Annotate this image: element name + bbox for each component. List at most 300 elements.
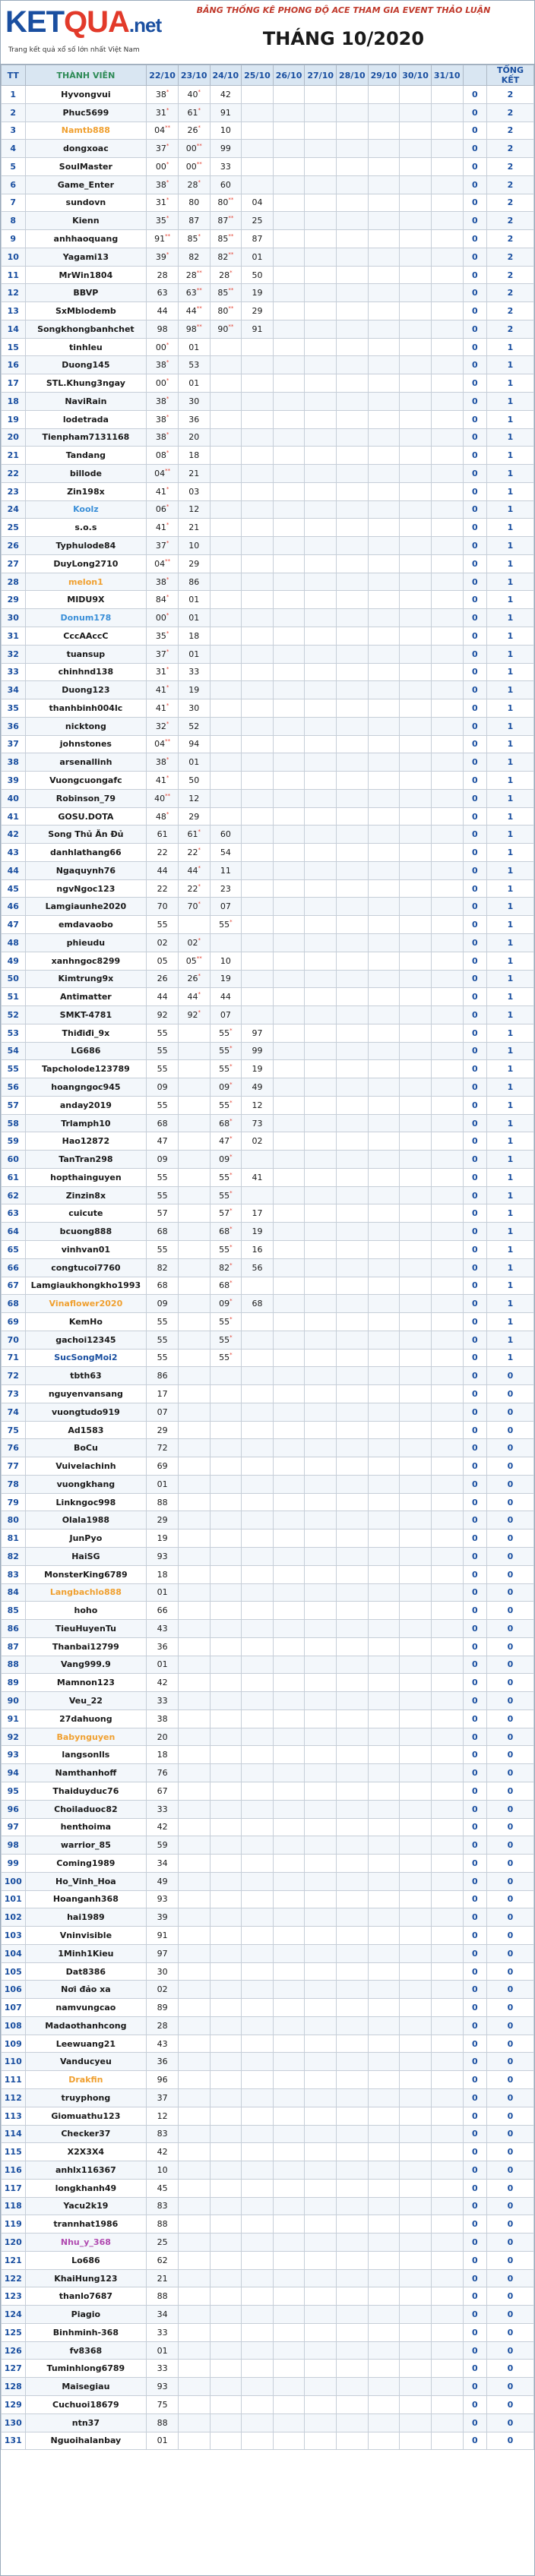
day-cell — [337, 1674, 369, 1692]
total-hits: 0 — [487, 1475, 534, 1493]
member-name[interactable]: Zinzin8x — [25, 1186, 147, 1204]
day-cell — [368, 1223, 400, 1241]
member-name[interactable]: Vinaflower2020 — [25, 1295, 147, 1313]
member-name[interactable]: MrWin1804 — [25, 266, 147, 284]
day-cell — [368, 1927, 400, 1945]
day-cell — [431, 1385, 463, 1403]
table-row — [2, 591, 534, 609]
day-cell — [305, 1800, 337, 1818]
day-cell — [400, 1367, 432, 1385]
day-cell — [368, 2360, 400, 2378]
member-name[interactable]: anday2019 — [25, 1096, 147, 1114]
member-name[interactable]: langsonlls — [25, 1746, 147, 1764]
member-name[interactable]: Yagami13 — [25, 248, 147, 266]
day-cell — [242, 1565, 274, 1583]
day-cell — [305, 573, 337, 591]
day-cell — [337, 393, 369, 411]
day-cell — [178, 1457, 210, 1476]
day-cell — [273, 1999, 305, 2017]
day-cell — [242, 2323, 274, 2341]
member-name[interactable]: Vuivelachinh — [25, 1457, 147, 1476]
member-name[interactable]: fv8368 — [25, 2341, 147, 2360]
member-name[interactable]: sundovn — [25, 194, 147, 212]
member-name[interactable]: Langbachlo888 — [25, 1583, 147, 1602]
miss-count: 0 — [463, 1836, 487, 1855]
member-name[interactable]: Drakfin — [25, 2071, 147, 2089]
member-name[interactable]: Hao12872 — [25, 1132, 147, 1151]
member-name[interactable]: thanlo7687 — [25, 2287, 147, 2306]
table-row — [2, 933, 534, 952]
miss-count: 0 — [463, 1493, 487, 1511]
day-cell — [400, 717, 432, 735]
day-cell — [242, 1511, 274, 1530]
table-row — [2, 609, 534, 627]
day-cell — [242, 2088, 274, 2107]
miss-count: 0 — [463, 1132, 487, 1151]
day-cell: 94 — [178, 735, 210, 753]
member-name[interactable]: SxMblodemb — [25, 302, 147, 320]
day-cell — [273, 2396, 305, 2414]
member-name[interactable]: Ngaquynh76 — [25, 861, 147, 879]
member-name[interactable]: LG686 — [25, 1042, 147, 1060]
member-name[interactable]: Piagio — [25, 2306, 147, 2324]
row-index: 14 — [2, 320, 26, 338]
hit-mark: * — [230, 1226, 233, 1233]
col-header-date: 24/10 — [210, 65, 242, 86]
member-name[interactable]: Veu_22 — [25, 1692, 147, 1710]
member-name[interactable]: hopthainguyen — [25, 1168, 147, 1186]
member-name[interactable]: dongxoac — [25, 140, 147, 158]
member-name[interactable]: s.o.s — [25, 519, 147, 537]
day-cell: 43 — [147, 1620, 179, 1638]
miss-count: 0 — [463, 1313, 487, 1331]
member-name[interactable]: johnstones — [25, 735, 147, 753]
member-name[interactable]: Coming1989 — [25, 1855, 147, 1873]
table-row — [2, 1042, 534, 1060]
day-cell — [242, 988, 274, 1006]
member-name[interactable]: Madaothanhcong — [25, 2016, 147, 2035]
row-index: 128 — [2, 2378, 26, 2396]
row-index: 37 — [2, 735, 26, 753]
miss-count: 0 — [463, 2323, 487, 2341]
member-name[interactable]: CccAAccC — [25, 627, 147, 645]
day-cell — [337, 248, 369, 266]
day-cell — [431, 1060, 463, 1078]
day-cell: 68 — [147, 1114, 179, 1132]
day-cell: 67 — [147, 1782, 179, 1800]
member-name[interactable]: trannhat1986 — [25, 2215, 147, 2233]
day-cell — [431, 2233, 463, 2252]
member-name[interactable]: Zin198x — [25, 482, 147, 500]
member-name[interactable]: MIDU9X — [25, 591, 147, 609]
cell-number: 61 — [187, 829, 198, 840]
day-cell — [178, 1475, 210, 1493]
day-cell: 55 — [147, 1313, 179, 1331]
member-name[interactable]: Songkhongbanhchet — [25, 320, 147, 338]
hit-mark: ** — [165, 738, 171, 745]
member-name[interactable]: arsenallinh — [25, 753, 147, 772]
member-name[interactable]: Tienpham7131168 — [25, 428, 147, 447]
miss-count: 0 — [463, 1944, 487, 1962]
day-cell: 01 — [242, 248, 274, 266]
miss-count: 0 — [463, 465, 487, 483]
day-cell — [273, 2341, 305, 2360]
member-name[interactable]: Antimatter — [25, 988, 147, 1006]
member-name[interactable]: NaviRain — [25, 393, 147, 411]
member-name[interactable]: Koolz — [25, 500, 147, 519]
day-cell — [178, 175, 210, 194]
member-name[interactable]: Vang999.9 — [25, 1656, 147, 1674]
day-cell — [273, 879, 305, 898]
table-row — [2, 2396, 534, 2414]
day-cell: 30 — [147, 1962, 179, 1981]
member-name[interactable]: bcuong888 — [25, 1223, 147, 1241]
member-name[interactable]: KhaiHung123 — [25, 2269, 147, 2287]
member-name[interactable]: melon1 — [25, 573, 147, 591]
day-cell — [147, 103, 179, 122]
miss-count: 0 — [463, 1439, 487, 1457]
day-cell — [210, 1475, 242, 1493]
day-cell — [242, 753, 274, 772]
day-cell — [400, 1204, 432, 1223]
site-logo[interactable] — [2, 2, 162, 62]
table-row — [2, 1295, 534, 1313]
day-cell — [178, 1186, 210, 1204]
day-cell: 82 — [178, 248, 210, 266]
member-name[interactable]: SucSongMoi2 — [25, 1349, 147, 1367]
table-row — [2, 374, 534, 393]
member-name[interactable]: Thiđiđi_9x — [25, 1024, 147, 1042]
day-cell: 09 — [147, 1078, 179, 1097]
member-name[interactable]: SMKT-4781 — [25, 1006, 147, 1024]
day-cell — [400, 1132, 432, 1151]
member-name[interactable]: Dat8386 — [25, 1962, 147, 1981]
day-cell — [178, 1078, 210, 1097]
day-cell — [210, 1385, 242, 1403]
day-cell — [305, 1060, 337, 1078]
row-index: 115 — [2, 2143, 26, 2161]
member-name[interactable]: Nơi đảo xa — [25, 1981, 147, 1999]
member-name[interactable]: KemHo — [25, 1313, 147, 1331]
member-name[interactable]: vuongtudo919 — [25, 1403, 147, 1421]
member-name[interactable]: Hyvongvui — [25, 86, 147, 104]
member-name[interactable]: hoho — [25, 1602, 147, 1620]
member-name[interactable]: billode — [25, 465, 147, 483]
day-cell: 44 — [147, 302, 179, 320]
day-cell — [305, 916, 337, 934]
member-name[interactable]: Kimtrung9x — [25, 970, 147, 988]
member-name[interactable]: thanhbinh004lc — [25, 699, 147, 718]
total-hits: 0 — [487, 2287, 534, 2306]
total-hits: 2 — [487, 158, 534, 176]
day-cell — [337, 879, 369, 898]
member-name[interactable]: Kienn — [25, 212, 147, 230]
member-name[interactable]: Lamgiaunhe2020 — [25, 898, 147, 916]
row-index: 114 — [2, 2125, 26, 2143]
day-cell — [431, 1800, 463, 1818]
day-cell — [368, 861, 400, 879]
member-name[interactable]: henthoima — [25, 1818, 147, 1836]
member-name[interactable]: truyphong — [25, 2088, 147, 2107]
member-name[interactable]: Vuongcuongafc — [25, 772, 147, 790]
member-name[interactable]: chinhnd138 — [25, 663, 147, 681]
row-index: 60 — [2, 1151, 26, 1169]
member-name[interactable]: BBVP — [25, 284, 147, 302]
member-name[interactable]: SoulMaster — [25, 158, 147, 176]
member-name[interactable]: hai1989 — [25, 1908, 147, 1927]
table-row — [2, 320, 534, 338]
member-name[interactable]: Lamgiaukhongkho1993 — [25, 1277, 147, 1295]
day-cell — [273, 1223, 305, 1241]
member-name[interactable]: Maisegiau — [25, 2378, 147, 2396]
table-row — [2, 1565, 534, 1583]
day-cell — [305, 2269, 337, 2287]
hit-mark: * — [198, 125, 201, 131]
row-index: 67 — [2, 1277, 26, 1295]
member-name[interactable]: Babynguyen — [25, 1728, 147, 1746]
member-name[interactable]: Binhminh-368 — [25, 2323, 147, 2341]
member-name[interactable]: vuongkhang — [25, 1475, 147, 1493]
member-name[interactable]: Trlamph10 — [25, 1114, 147, 1132]
member-name[interactable]: congtucoi7760 — [25, 1258, 147, 1277]
total-hits: 1 — [487, 1331, 534, 1349]
member-name[interactable]: hoangngoc945 — [25, 1078, 147, 1097]
day-cell: 93 — [147, 2378, 179, 2396]
day-cell — [242, 1006, 274, 1024]
hit-mark: * — [166, 341, 169, 348]
day-cell — [242, 1151, 274, 1169]
hit-mark: ** — [228, 233, 234, 239]
day-cell: 49 — [147, 1872, 179, 1890]
cell-number: 26 — [187, 125, 198, 136]
member-name[interactable]: Vanducyeu — [25, 2053, 147, 2071]
day-cell — [431, 1096, 463, 1114]
day-cell — [400, 2035, 432, 2053]
day-cell — [273, 447, 305, 465]
member-name[interactable]: xanhngoc8299 — [25, 952, 147, 970]
member-name[interactable]: HaiSG — [25, 1548, 147, 1566]
member-name[interactable]: Nguoihalanbay — [25, 2432, 147, 2450]
hit-mark: * — [230, 1280, 233, 1286]
member-name[interactable]: lodetrada — [25, 410, 147, 428]
row-index: 127 — [2, 2360, 26, 2378]
cell-number: 44 — [187, 865, 198, 876]
table-row — [2, 952, 534, 970]
member-name[interactable]: nguyenvansang — [25, 1385, 147, 1403]
table-row — [2, 699, 534, 718]
day-cell — [400, 2323, 432, 2341]
day-cell: 33 — [147, 1800, 179, 1818]
row-index: 20 — [2, 428, 26, 447]
member-name[interactable]: Choiladuoc82 — [25, 1800, 147, 1818]
day-cell — [273, 1403, 305, 1421]
day-cell — [273, 1927, 305, 1945]
member-name[interactable]: TanTran298 — [25, 1151, 147, 1169]
day-cell — [273, 393, 305, 411]
day-cell — [337, 1530, 369, 1548]
member-name[interactable]: Duong145 — [25, 356, 147, 374]
member-name[interactable]: tbth63 — [25, 1367, 147, 1385]
day-cell — [210, 1295, 242, 1313]
miss-count: 0 — [463, 266, 487, 284]
day-cell — [368, 175, 400, 194]
day-cell — [242, 1746, 274, 1764]
member-name[interactable]: Yacu2k19 — [25, 2197, 147, 2215]
member-name[interactable]: Vninvisible — [25, 1927, 147, 1945]
member-name[interactable]: gachoi12345 — [25, 1331, 147, 1349]
member-name[interactable]: Namthanhoff — [25, 1764, 147, 1782]
day-cell: 01 — [178, 609, 210, 627]
member-name[interactable]: DuyLong2710 — [25, 554, 147, 573]
member-name[interactable]: Namtb888 — [25, 122, 147, 140]
member-name[interactable]: TieuHuyenTu — [25, 1620, 147, 1638]
member-name[interactable]: Robinson_79 — [25, 789, 147, 807]
day-cell — [210, 1493, 242, 1511]
member-name[interactable]: Song Thủ Ăn Đủ — [25, 826, 147, 844]
member-name[interactable]: Leewuang21 — [25, 2035, 147, 2053]
member-name[interactable]: ntn37 — [25, 2413, 147, 2432]
hit-mark: * — [198, 178, 201, 185]
day-cell — [273, 1475, 305, 1493]
day-cell — [210, 266, 242, 284]
member-name[interactable]: Game_Enter — [25, 175, 147, 194]
member-name[interactable]: Linkngoc998 — [25, 1493, 147, 1511]
member-name[interactable]: longkhanh49 — [25, 2179, 147, 2197]
table-row — [2, 2413, 534, 2432]
member-name[interactable]: tuansup — [25, 645, 147, 663]
member-name[interactable]: warrior_85 — [25, 1836, 147, 1855]
member-name[interactable]: Tandang — [25, 447, 147, 465]
member-name[interactable]: Ad1583 — [25, 1421, 147, 1439]
day-cell — [431, 952, 463, 970]
member-name[interactable]: namvungcao — [25, 1999, 147, 2017]
cell-number: 00 — [155, 378, 166, 389]
table-row — [2, 807, 534, 826]
day-cell — [337, 1349, 369, 1367]
member-name[interactable]: cuicute — [25, 1204, 147, 1223]
total-hits: 2 — [487, 230, 534, 248]
hit-mark: * — [230, 1208, 233, 1214]
day-cell — [431, 1620, 463, 1638]
member-name[interactable]: X2X3X4 — [25, 2143, 147, 2161]
day-cell — [368, 103, 400, 122]
row-index: 86 — [2, 1620, 26, 1638]
member-name[interactable]: Donum178 — [25, 609, 147, 627]
day-cell: 01 — [178, 338, 210, 356]
day-cell — [431, 519, 463, 537]
member-name[interactable]: Duong123 — [25, 681, 147, 699]
day-cell: 88 — [147, 1493, 179, 1511]
day-cell — [368, 844, 400, 862]
miss-count: 0 — [463, 2378, 487, 2396]
member-name[interactable]: Hoanganh368 — [25, 1890, 147, 1908]
member-name[interactable]: danhlathang66 — [25, 844, 147, 862]
member-name[interactable]: Thanbai12799 — [25, 1637, 147, 1656]
day-cell — [431, 1855, 463, 1873]
member-name[interactable]: Tuminhlong6789 — [25, 2360, 147, 2378]
day-cell — [178, 2396, 210, 2414]
row-index: 34 — [2, 681, 26, 699]
member-name[interactable]: Lo686 — [25, 2251, 147, 2269]
day-cell: 01 — [147, 1475, 179, 1493]
day-cell — [210, 1277, 242, 1295]
row-index: 73 — [2, 1385, 26, 1403]
day-cell — [273, 1186, 305, 1204]
cell-number: 00 — [155, 613, 166, 623]
member-name[interactable]: emdavaobo — [25, 916, 147, 934]
day-cell — [400, 1439, 432, 1457]
member-name[interactable]: Olala1988 — [25, 1511, 147, 1530]
cell-number: 37 — [155, 649, 166, 659]
day-cell — [305, 1583, 337, 1602]
member-name[interactable]: tinhleu — [25, 338, 147, 356]
day-cell — [305, 1981, 337, 1999]
member-name[interactable]: vinhvan01 — [25, 1241, 147, 1259]
row-index: 74 — [2, 1403, 26, 1421]
row-index: 102 — [2, 1908, 26, 1927]
day-cell — [210, 1637, 242, 1656]
member-name[interactable]: Phuc5699 — [25, 103, 147, 122]
member-name[interactable]: Typhulode84 — [25, 537, 147, 555]
day-cell — [305, 1493, 337, 1511]
member-name[interactable]: anhlx116367 — [25, 2161, 147, 2180]
member-name[interactable]: nicktong — [25, 717, 147, 735]
day-cell: 29 — [178, 554, 210, 573]
day-cell — [400, 447, 432, 465]
member-name[interactable]: Cuchuoi18679 — [25, 2396, 147, 2414]
member-name[interactable]: 1Minh1Kieu — [25, 1944, 147, 1962]
day-cell — [210, 1999, 242, 2017]
day-cell — [242, 2413, 274, 2432]
miss-count: 0 — [463, 1602, 487, 1620]
day-cell — [242, 1475, 274, 1493]
member-name[interactable]: Mamnon123 — [25, 1674, 147, 1692]
day-cell — [178, 1168, 210, 1186]
member-name[interactable]: 27dahuong — [25, 1709, 147, 1728]
day-cell — [273, 1890, 305, 1908]
member-name[interactable]: Nhu_y_368 — [25, 2233, 147, 2252]
day-cell: 43 — [147, 2035, 179, 2053]
miss-count: 0 — [463, 826, 487, 844]
member-name[interactable]: BoCu — [25, 1439, 147, 1457]
member-name[interactable]: Thaiduyduc76 — [25, 1782, 147, 1800]
member-name[interactable]: MonsterKing6789 — [25, 1565, 147, 1583]
member-name[interactable]: STL.Khung3ngay — [25, 374, 147, 393]
row-index: 125 — [2, 2323, 26, 2341]
cell-number: 70 — [187, 901, 198, 912]
day-cell — [147, 140, 179, 158]
col-header-date: 29/10 — [368, 65, 400, 86]
member-name[interactable]: GOSU.DOTA — [25, 807, 147, 826]
day-cell — [242, 1367, 274, 1385]
row-index: 124 — [2, 2306, 26, 2324]
member-name[interactable]: Checker37 — [25, 2125, 147, 2143]
member-name[interactable]: anhhaoquang — [25, 230, 147, 248]
day-cell — [337, 2413, 369, 2432]
day-cell — [305, 2306, 337, 2324]
member-name[interactable]: JunPyo — [25, 1530, 147, 1548]
member-name[interactable]: Tapcholode123789 — [25, 1060, 147, 1078]
day-cell — [400, 465, 432, 483]
member-name[interactable]: ngvNgoc123 — [25, 879, 147, 898]
day-cell — [178, 1764, 210, 1782]
day-cell — [400, 1637, 432, 1656]
member-name[interactable]: phieudu — [25, 933, 147, 952]
member-name[interactable]: Ho_Vinh_Hoa — [25, 1872, 147, 1890]
day-cell — [400, 1006, 432, 1024]
total-hits: 1 — [487, 609, 534, 627]
member-name[interactable]: Giomuathu123 — [25, 2107, 147, 2125]
